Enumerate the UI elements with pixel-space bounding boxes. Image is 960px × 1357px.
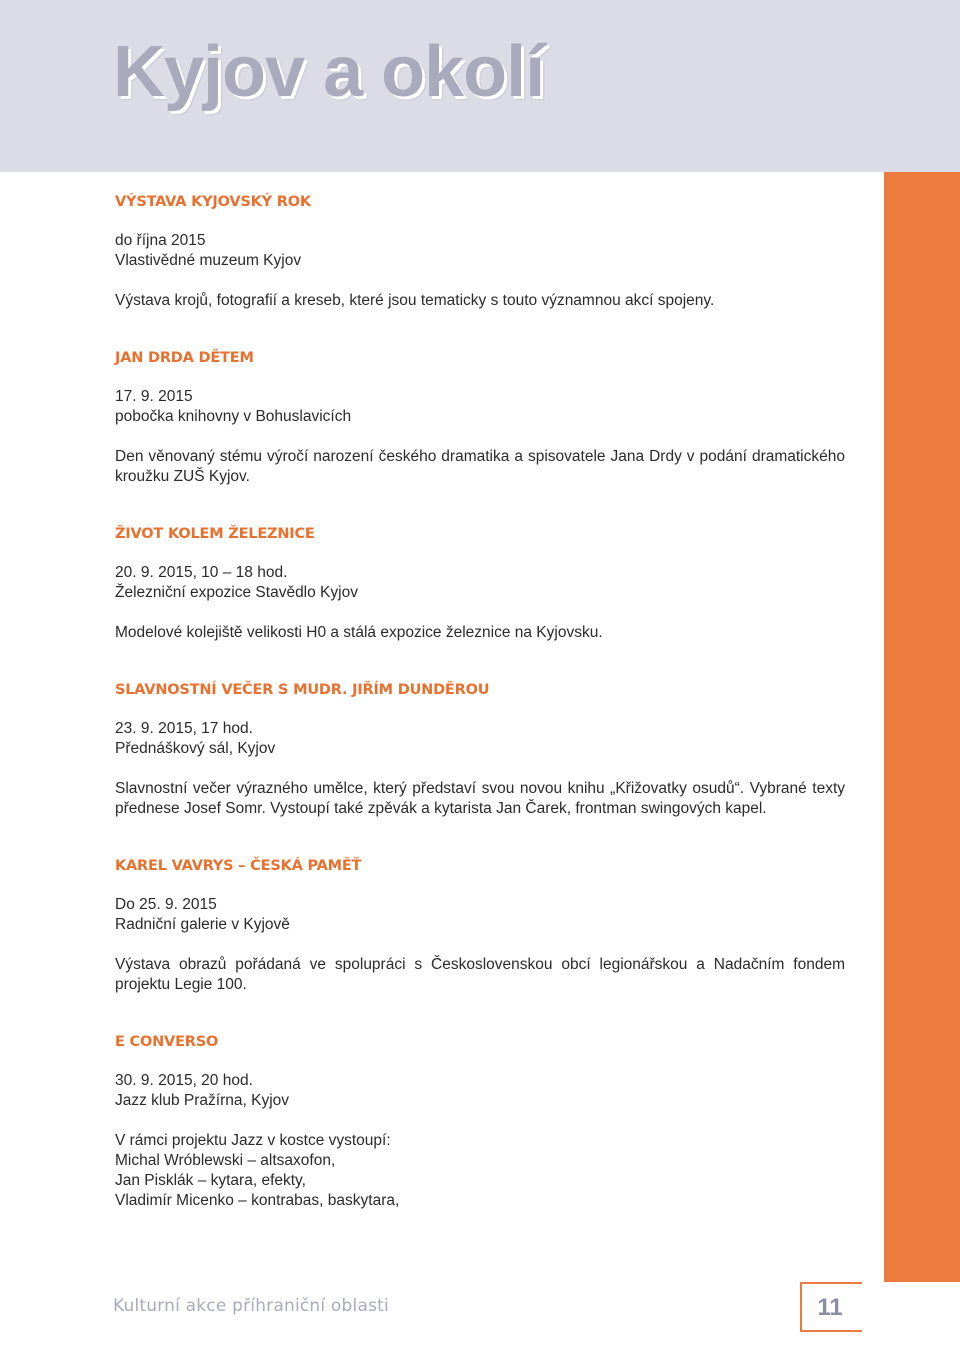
event-place: Vlastivědné muzeum Kyjov: [115, 252, 302, 269]
event-date: Do 25. 9. 2015: [115, 896, 217, 913]
footer-text: Kulturní akce příhraniční oblasti: [113, 1296, 389, 1316]
event-date: 30. 9. 2015, 20 hod.: [115, 1072, 253, 1089]
performer-item: Jan Pisklák – kytara, efekty,: [115, 1172, 306, 1189]
event-title: VÝSTAVA KYJOVSKÝ ROK: [115, 194, 311, 210]
event-karel-vavrys: [115, 856, 845, 995]
event-place: Radniční galerie v Kyjově: [115, 916, 290, 933]
event-e-converso: [115, 1032, 845, 1211]
event-title: E CONVERSO: [115, 1034, 219, 1050]
event-zivot-kolem-zeleznice: [115, 524, 845, 643]
page-title: Kyjov a okolí: [113, 32, 545, 112]
event-title: JAN DRDA DĚTEM: [115, 350, 254, 366]
performer-item: Vladimír Micenko – kontrabas, baskytara,: [115, 1192, 400, 1209]
page-number: 11: [817, 1294, 843, 1321]
event-title: SLAVNOSTNÍ VEČER S MUDR. JIŘÍM DUNDĚROU: [115, 682, 490, 698]
event-title: KAREL VAVRYS – ČESKÁ PAMĚŤ: [115, 858, 362, 874]
event-description: Modelové kolejiště velikosti H0 a stálá expozice železnice na Kyjovsku.: [115, 624, 603, 641]
event-description: Výstava krojů, fotografií a kreseb, které jsou tematicky s touto významnou akcí spojeny.: [115, 292, 715, 309]
event-description: Slavnostní večer výrazného umělce, který představí svou novou knihu „Křižovatky osudů“. Vybrané texty přednese Josef Somr. Vystoupí také zpěvák a kytarista Jan Čarek, frontman swingových kapel.: [115, 780, 845, 817]
event-vystava-kyjovsky-rok: [115, 192, 845, 311]
event-title: ŽIVOT KOLEM ŽELEZNICE: [115, 526, 315, 542]
event-date: 20. 9. 2015, 10 – 18 hod.: [115, 564, 288, 581]
event-date: 23. 9. 2015, 17 hod.: [115, 720, 253, 737]
event-slavnostni-vecer: [115, 680, 845, 819]
event-intro: V rámci projektu Jazz v kostce vystoupí:: [115, 1132, 391, 1149]
orange-side-bar: [884, 172, 960, 1282]
event-place: Železniční expozice Stavědlo Kyjov: [115, 584, 358, 601]
events-content: [115, 192, 845, 1211]
event-date: do října 2015: [115, 232, 206, 249]
event-place: Jazz klub Pražírna, Kyjov: [115, 1092, 290, 1109]
event-description: Výstava obrazů pořádaná ve spolupráci s Československou obcí legionářskou a Nadačním fondem projektu Legie 100.: [115, 956, 845, 993]
event-jan-drda-detem: [115, 348, 845, 487]
event-place: Přednáškový sál, Kyjov: [115, 740, 276, 757]
performer-item: Michal Wróblewski – altsaxofon,: [115, 1152, 336, 1169]
event-place: pobočka knihovny v Bohuslavicích: [115, 408, 352, 425]
event-description: Den věnovaný stému výročí narození českého dramatika a spisovatele Jana Drdy v podání dramatického kroužku ZUŠ Kyjov.: [115, 448, 845, 485]
event-date: 17. 9. 2015: [115, 388, 193, 405]
